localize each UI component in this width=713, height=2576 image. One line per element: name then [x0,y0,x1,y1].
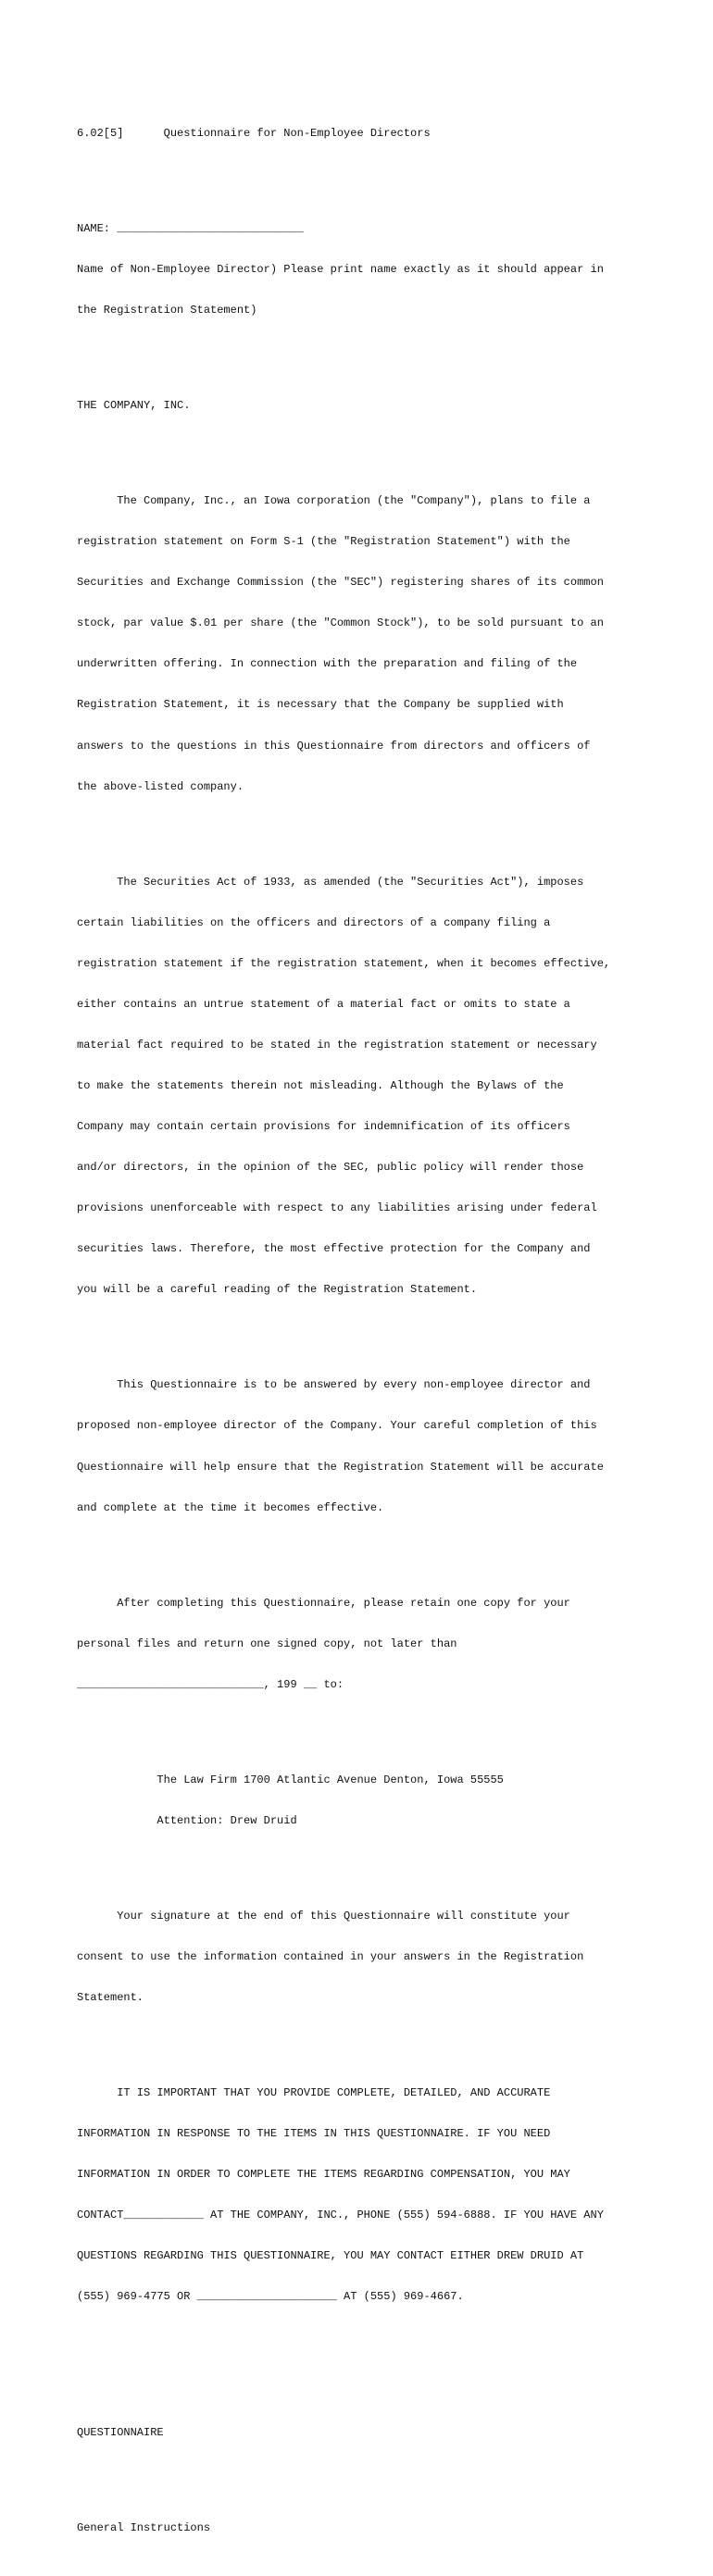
paragraph-line: you will be a careful reading of the Registration Statement. [77,1283,478,1297]
spacer [77,1855,669,1869]
paragraph-line: proposed non-employee director of the Company. Your careful completion of this [77,1419,597,1433]
section-title: QUESTIONNAIRE [77,2426,164,2440]
paragraph-line: answers to the questions in this Questionnaire from directors and officers of [77,739,591,753]
spacer [77,440,669,454]
spacer [77,168,669,181]
subsection-title: General Instructions [77,2521,211,2534]
paragraph-line: The Securities Act of 1933, as amended (the "Securities Act"), imposes [77,875,584,889]
paragraph-line: underwritten offering. In connection with the preparation and filing of the [77,657,578,671]
paragraph-line: personal files and return one signed copy, not later than [77,1636,457,1650]
notice-line: QUESTIONS REGARDING THIS QUESTIONNAIRE, YOU MAY CONTACT EITHER DREW DRUID AT [77,2249,584,2263]
spacer [77,2032,669,2046]
paragraph-line: This Questionnaire is to be answered by every non-employee director and [77,1378,591,1392]
name-instruction-line: Name of Non-Employee Director) Please print name exactly as it should appear in [77,263,604,277]
paragraph-line: Questionnaire will help ensure that the Registration Statement will be accurate [77,1460,604,1474]
name-field-line: NAME: ____________________________ [77,222,304,235]
spacer [77,821,669,835]
notice-line: (555) 969-4775 OR _____________________ AT (555) 969-4667. [77,2290,464,2304]
paragraph-line: consent to use the information contained in your answers in the Registration [77,1949,584,1963]
attention-line: Attention: Drew Druid [77,1813,297,1827]
spacer [77,2331,669,2345]
paragraph-line: material fact required to be stated in the registration statement or necessary [77,1038,597,1052]
document-body [77,86,669,2576]
paragraph-line: provisions unenforceable with respect to any liabilities arising under federal [77,1201,597,1215]
paragraph-line: The Company, Inc., an Iowa corporation (the "Company"), plans to file a [77,493,591,507]
paragraph-line: registration statement if the registration statement, when it becomes effective, [77,956,611,970]
company-name: THE COMPANY, INC. [77,399,191,413]
return-date-line: ____________________________, 199 __ to: [77,1677,344,1691]
paragraph-line: registration statement on Form S-1 (the "Registration Statement") with the [77,535,570,549]
notice-line: INFORMATION IN ORDER TO COMPLETE THE ITEMS REGARDING COMPENSATION, YOU MAY [77,2167,570,2181]
spacer [77,2467,669,2481]
spacer [77,1325,669,1338]
paragraph-line: to make the statements therein not misleading. Although the Bylaws of the [77,1078,564,1092]
notice-line: INFORMATION IN RESPONSE TO THE ITEMS IN THIS QUESTIONNAIRE. IF YOU NEED [77,2126,551,2140]
paragraph-line: securities laws. Therefore, the most effective protection for the Company and [77,1242,591,1256]
paragraph-line: Your signature at the end of this Questionnaire will constitute your [77,1909,570,1923]
paragraph-line: the above-listed company. [77,779,244,793]
paragraph-line: After completing this Questionnaire, please retain one copy for your [77,1596,570,1610]
paragraph-line: Registration Statement, it is necessary that the Company be supplied with [77,698,564,712]
name-instruction-line: the Registration Statement) [77,304,257,317]
address-line: The Law Firm 1700 Atlantic Avenue Denton, Iowa 55555 [77,1773,504,1786]
paragraph-line: and/or directors, in the opinion of the SEC, public policy will render those [77,1161,584,1175]
spacer [77,2371,669,2385]
spacer [77,1719,669,1733]
paragraph-line: stock, par value $.01 per share (the "Common Stock"), to be sold pursuant to an [77,616,604,630]
notice-line: IT IS IMPORTANT THAT YOU PROVIDE COMPLETE, DETAILED, AND ACCURATE [77,2085,551,2099]
document-heading: 6.02[5] Questionnaire for Non-Employee Directors [77,127,431,141]
paragraph-line: Securities and Exchange Commission (the "SEC") registering shares of its common [77,576,604,590]
spacer [77,344,669,358]
paragraph-line: Statement. [77,1990,144,2004]
paragraph-line: certain liabilities on the officers and directors of a company filing a [77,915,551,929]
paragraph-line: and complete at the time it becomes effective. [77,1500,384,1514]
paragraph-line: Company may contain certain provisions for indemnification of its officers [77,1120,570,1134]
notice-line: CONTACT____________ AT THE COMPANY, INC., PHONE (555) 594-6888. IF YOU HAVE ANY [77,2208,604,2221]
paragraph-line: either contains an untrue statement of a material fact or omits to state a [77,997,570,1011]
spacer [77,1542,669,1556]
